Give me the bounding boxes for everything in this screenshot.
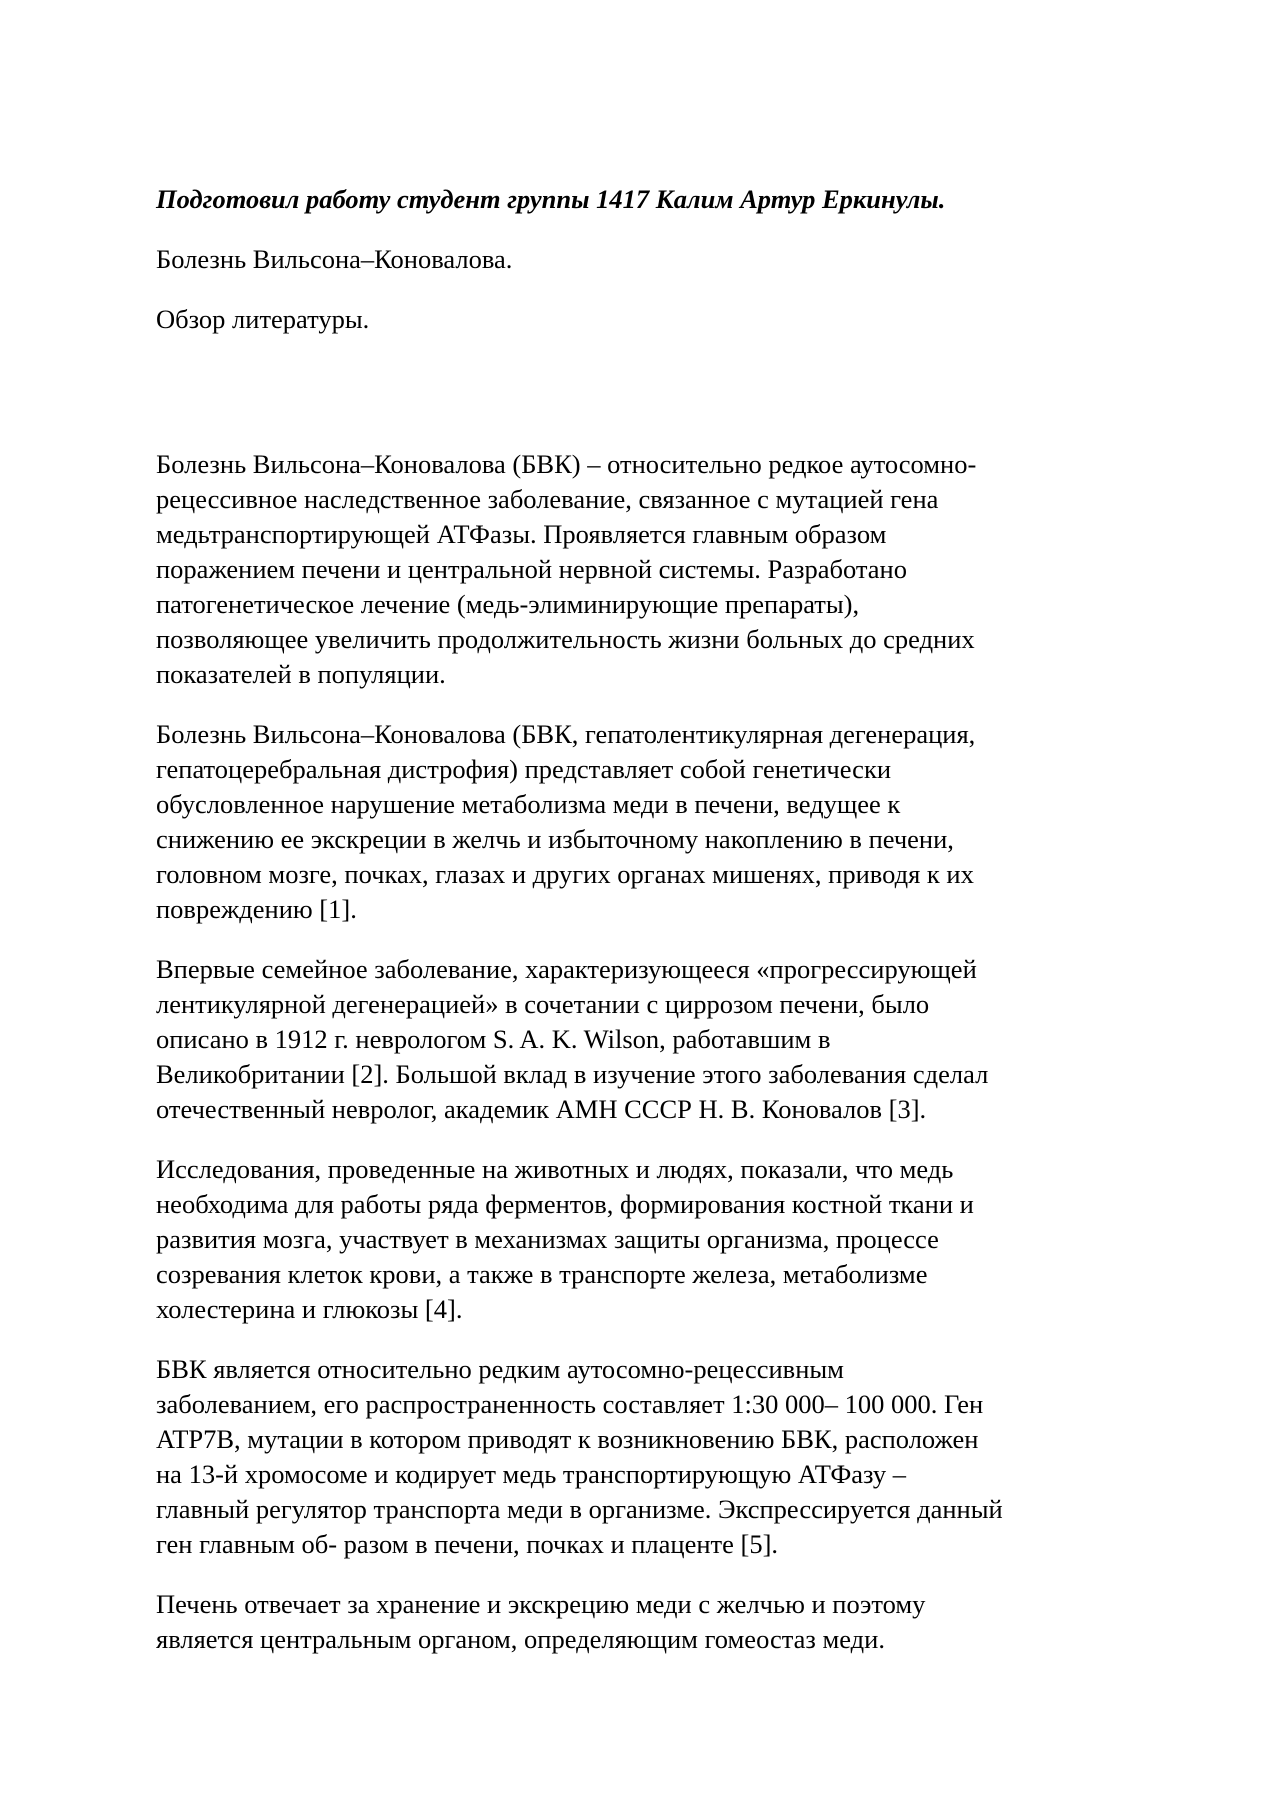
paragraph-line: Исследования, проведенные на животных и людях, показали, что медь: [156, 1154, 954, 1184]
paragraph-line: является центральным органом, определяющим гомеостаз меди.: [156, 1624, 885, 1654]
paragraph-line: позволяющее увеличить продолжительность жизни больных до средних: [156, 624, 975, 654]
paragraph-line: ATP7B, мутации в котором приводят к возникновению БВК, расположен: [156, 1424, 979, 1454]
paragraph-line: Печень отвечает за хранение и экскрецию меди с желчью и поэтому: [156, 1589, 926, 1619]
paragraph-line: повреждению [1].: [156, 894, 357, 924]
paragraph-line: отечественный невролог, академик АМН СССР Н. В. Коновалов [3].: [156, 1094, 927, 1124]
paragraph-line: необходима для работы ряда ферментов, формирования костной ткани и: [156, 1189, 974, 1219]
document-subtitle: Обзор литературы.: [156, 304, 370, 334]
paragraph-line: главный регулятор транспорта меди в организме. Экспрессируется данный: [156, 1494, 1003, 1524]
paragraph-line: показателей в популяции.: [156, 659, 446, 689]
paragraph-line: поражением печени и центральной нервной системы. Разработано: [156, 554, 907, 584]
paragraph-5: [156, 1352, 1136, 1562]
document-title: Болезнь Вильсона–Коновалова.: [156, 244, 513, 274]
paragraph-line: гепатоцеребральная дистрофия) представляет собой генетически: [156, 754, 891, 784]
paragraph-line: лентикулярной дегенерацией» в сочетании с циррозом печени, было: [156, 989, 930, 1019]
paragraph-line: созревания клеток крови, а также в транспорте железа, метаболизме: [156, 1259, 928, 1289]
paragraph-line: Болезнь Вильсона–Коновалова (БВК, гепатолентикулярная дегенерация,: [156, 719, 976, 749]
paragraph-4: [156, 1152, 1136, 1327]
paragraph-line: развития мозга, участвует в механизмах защиты организма, процессе: [156, 1224, 939, 1254]
paragraph-3: [156, 952, 1136, 1127]
paragraph-line: БВК является относительно редким аутосомно-рецессивным: [156, 1354, 844, 1384]
paragraph-6: [156, 1587, 1136, 1657]
paragraph-line: снижению ее экскреции в желчь и избыточному накоплению в печени,: [156, 824, 954, 854]
paragraph-line: описано в 1912 г. неврологом S. A. K. Wilson, работавшим в: [156, 1024, 831, 1054]
paragraph-line: головном мозге, почках, глазах и других органах мишенях, приводя к их: [156, 859, 974, 889]
paragraph-2: [156, 717, 1136, 927]
paragraph-line: Болезнь Вильсона–Коновалова (БВК) – относительно редкое аутосомно-: [156, 449, 977, 479]
paragraph-line: медьтранспортирующей АТФазы. Проявляется главным образом: [156, 519, 887, 549]
paragraph-line: холестерина и глюкозы [4].: [156, 1294, 463, 1324]
paragraph-line: патогенетическое лечение (медь-элиминирующие препараты),: [156, 589, 860, 619]
paragraph-1: [156, 447, 1136, 692]
author-line: Подготовил работу студент группы 1417 Калим Артур Еркинулы.: [156, 184, 946, 214]
paragraph-line: на 13-й хромосоме и кодирует медь транспортирующую АТФазу –: [156, 1459, 907, 1489]
document-content: [156, 182, 1136, 1682]
paragraph-line: заболеванием, его распространенность составляет 1:30 000– 100 000. Ген: [156, 1389, 984, 1419]
paragraph-line: рецессивное наследственное заболевание, связанное с мутацией гена: [156, 484, 939, 514]
section-spacer: [156, 362, 1136, 447]
paragraph-line: обусловленное нарушение метаболизма меди в печени, ведущее к: [156, 789, 901, 819]
paragraph-line: Впервые семейное заболевание, характеризующееся «прогрессирующей: [156, 954, 977, 984]
paragraph-line: Великобритании [2]. Большой вклад в изучение этого заболевания сделал: [156, 1059, 989, 1089]
paragraph-line: ген главным об- разом в печени, почках и плаценте [5].: [156, 1529, 779, 1559]
